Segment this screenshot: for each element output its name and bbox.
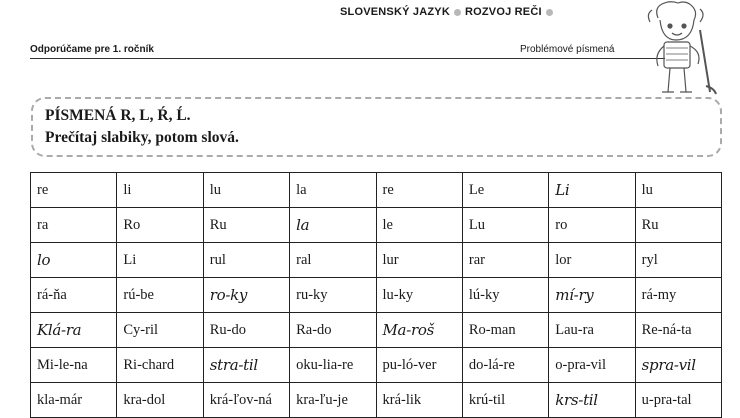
syllable-cell: lu: [203, 173, 289, 208]
syllable-cell: rul: [203, 243, 289, 278]
syllable-cell: o-pra-vil: [549, 348, 635, 383]
syllable-cell-script: ro-ky: [203, 278, 289, 313]
syllable-cell: rá-my: [635, 278, 721, 313]
table-row: [31, 383, 722, 418]
syllable-cell: lor: [549, 243, 635, 278]
instruction-box: [31, 97, 722, 157]
syllable-cell-script: Ma-roš: [376, 313, 462, 348]
syllable-cell: lu: [635, 173, 721, 208]
syllable-cell: Ra-do: [290, 313, 376, 348]
bullet-dot-icon: [546, 9, 553, 16]
exercise-title: PÍSMENÁ R, L, Ŕ, Ĺ.: [45, 107, 191, 124]
syllable-cell: le: [376, 208, 462, 243]
subject-label: SLOVENSKÝ JAZYK: [340, 6, 450, 18]
syllable-cell: Mi-le-na: [31, 348, 117, 383]
syllable-cell: kra-dol: [117, 383, 203, 418]
table-row: [31, 173, 722, 208]
syllable-cell: Lau-ra: [549, 313, 635, 348]
table-row: [31, 208, 722, 243]
syllable-cell: rú-be: [117, 278, 203, 313]
syllable-cell: Re-ná-ta: [635, 313, 721, 348]
syllable-cell: ral: [290, 243, 376, 278]
syllable-cell-script: spra-vil: [635, 348, 721, 383]
syllable-cell: kla-már: [31, 383, 117, 418]
syllable-cell-script: la: [290, 208, 376, 243]
syllable-cell: re: [31, 173, 117, 208]
syllable-cell-script: krs-til: [549, 383, 635, 418]
syllable-cell-script: lo: [31, 243, 117, 278]
syllable-cell: la: [290, 173, 376, 208]
syllable-cell: Le: [462, 173, 548, 208]
syllable-cell: ru-ky: [290, 278, 376, 313]
syllable-cell: Ru: [635, 208, 721, 243]
syllable-cell-script: Klá-ra: [31, 313, 117, 348]
syllable-cell: Lu: [462, 208, 548, 243]
syllable-cell: krú-til: [462, 383, 548, 418]
syllable-cell: ryl: [635, 243, 721, 278]
table-row: [31, 243, 722, 278]
page-header: [340, 6, 557, 18]
syllable-cell-script: Li: [549, 173, 635, 208]
syllable-cell: Ru: [203, 208, 289, 243]
bullet-dot-icon: [454, 9, 461, 16]
syllable-cell: Cy-ril: [117, 313, 203, 348]
syllable-cell: lur: [376, 243, 462, 278]
syllable-cell: Ri-chard: [117, 348, 203, 383]
syllable-cell: oku-lia-re: [290, 348, 376, 383]
syllable-cell: ro: [549, 208, 635, 243]
syllable-cell: lu-ky: [376, 278, 462, 313]
syllable-cell: rar: [462, 243, 548, 278]
syllable-grid: [30, 172, 722, 418]
syllable-cell: lú-ky: [462, 278, 548, 313]
syllable-cell: krá-ľov-ná: [203, 383, 289, 418]
child-illustration-icon: [640, 0, 720, 95]
syllable-cell: rá-ňa: [31, 278, 117, 313]
syllable-cell: krá-lik: [376, 383, 462, 418]
table-row: [31, 313, 722, 348]
syllable-cell: u-pra-tal: [635, 383, 721, 418]
syllable-cell: pu-ló-ver: [376, 348, 462, 383]
table-row: [31, 278, 722, 313]
syllable-cell-script: mí-ry: [549, 278, 635, 313]
section-label: ROZVOJ REČI: [464, 6, 542, 18]
topic-label: Problémové písmená: [520, 44, 615, 55]
exercise-task: Prečítaj slabiky, potom slová.: [45, 129, 239, 146]
header-divider: [30, 58, 665, 59]
syllable-cell: kra-ľu-je: [290, 383, 376, 418]
syllable-cell: re: [376, 173, 462, 208]
syllable-cell: Ru-do: [203, 313, 289, 348]
syllable-cell: ra: [31, 208, 117, 243]
syllable-cell: Ro-man: [462, 313, 548, 348]
syllable-cell: Ro: [117, 208, 203, 243]
syllable-cell: do-lá-re: [462, 348, 548, 383]
syllable-cell: li: [117, 173, 203, 208]
syllable-cell-script: stra-til: [203, 348, 289, 383]
syllable-cell: Li: [117, 243, 203, 278]
grade-recommendation: Odporúčame pre 1. ročník: [30, 44, 154, 55]
table-row: [31, 348, 722, 383]
